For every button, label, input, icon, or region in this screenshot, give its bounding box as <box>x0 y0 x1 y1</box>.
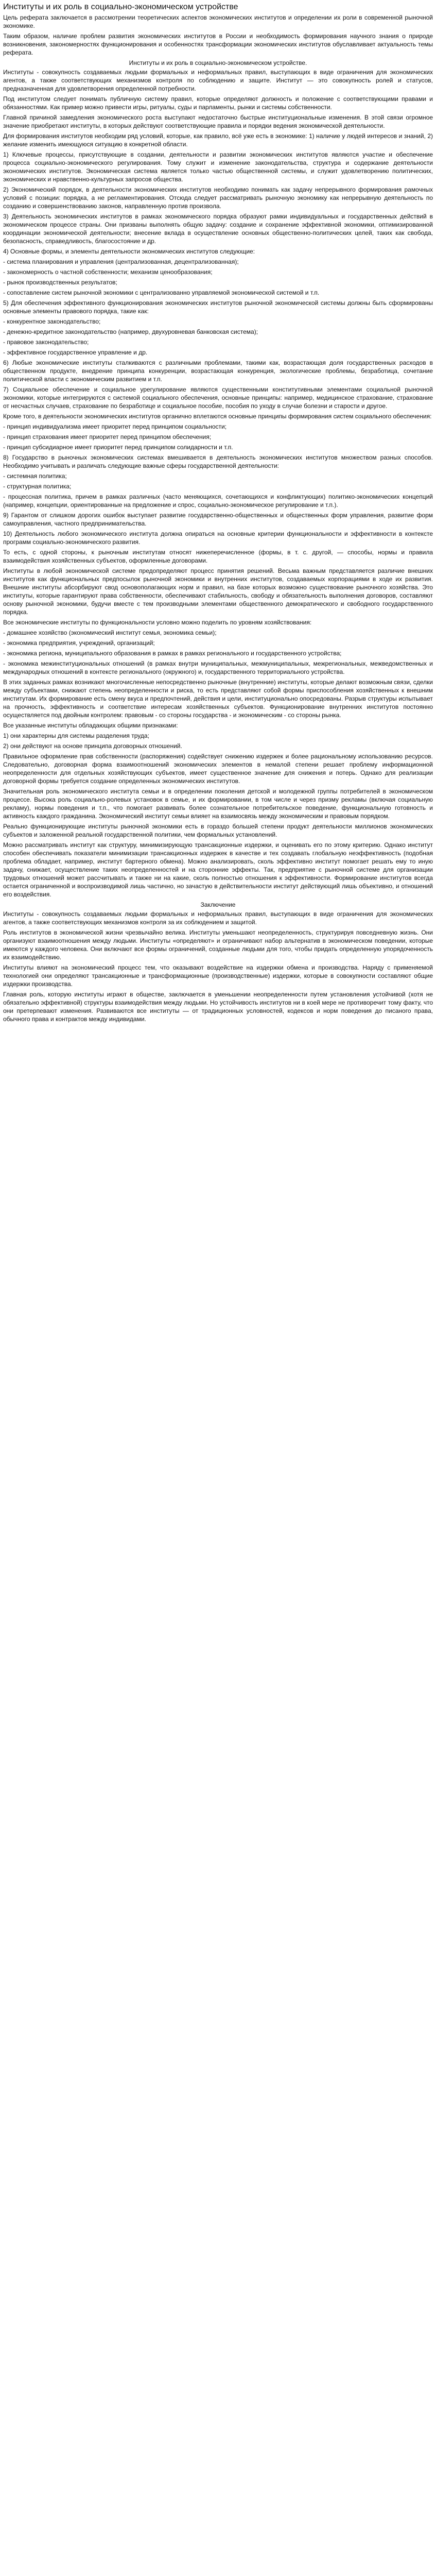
paragraph: 2) Экономический порядок, в деятельности экономических институтов необходимо понимать как задачу непрерывного формирования рамочных условий с позиции: порядка, а не регламентирования. Отсюда следует рассматривать рыночную экономику как непрерывную деятельность по созданию и совершенствованию законов, направленную против произвола. <box>3 186 433 210</box>
paragraph: 2) они действуют на основе принципа договорных отношений. <box>3 742 182 750</box>
paragraph: - закономерность о частной собственности; механизм ценообразования; <box>3 268 213 276</box>
section-heading: Институты и их роль в социально-экономическом устройстве. <box>129 59 307 66</box>
paragraph: Значительная роль экономического института семьи и в определении поколения детской и молодежной группы потребителей в экономическом процессе. Высока роль социально-ролевых установок в семье, и их формировании, в том числе и через призму рекламы (включая социальную рекламу), нормы поведения и т.п., что помогает развивать более сознательное потребительское поведение, функциональную готовность и активность каждого гражданина. Экономический институт семьи влияет на взаимосвязь между экономическим и правовым порядком. <box>3 788 433 820</box>
paragraph: 3) Деятельность экономических институтов в рамках экономического порядка образуют рамки индивидуальных и государственных действий в экономическом процессе страны. Они призваны выполнять общую задачу: создание и сохранение эффективной экономики, оптимизированной координации экономической деятельности; внесение вклада в осуществление основных общественно-политических целей, таких как свобода, безопасность, справедливость, благосостояние и др. <box>3 213 433 245</box>
paragraph: Цель реферата заключается в рассмотрении теоретических аспектов экономических институтов и определении их роли в современной рыночной экономике. <box>3 14 433 29</box>
document-body <box>3 13 433 1023</box>
paragraph: - конкурентное законодательство; <box>3 318 101 325</box>
paragraph: - принцип страхования имеет приоритет перед принципом обеспечения; <box>3 433 212 440</box>
paragraph: 1) они характерны для системы разделения труда; <box>3 732 149 739</box>
document-title: Институты и их роль в социально-экономическом устройстве <box>3 3 238 11</box>
paragraph: 8) Государство в рыночных экономических системах вмешивается в деятельность экономических институтов множеством разных способов. Необходимо учитывать и различать следующие важные сферы государственной деятельности: <box>3 454 433 469</box>
paragraph: Таким образом, наличие проблем развития экономических институтов в России и необходимость формирования научного знания о природе возникновения, закономерностях функционирования и особенностях трансформации экономических институтов обуславливает актуальность темы реферата. <box>3 32 433 56</box>
paragraph: Роль институтов в экономической жизни чрезвычайно велика. Институты уменьшают неопределенность, структурируя повседневную жизнь. Они организуют взаимоотношения между людьми. Институты «определяют» и ограничивают набор альтернатив в экономическом поведении, которые имеются у каждого человека. Они включают все формы ограничений, созданные людьми для того, чтобы придать определенную упорядоченность их взаимодействию. <box>3 929 433 961</box>
paragraph: Главной причиной замедления экономического роста выступают недостаточно быстрые институциональные изменения. В этой связи огромное значение приобретают институты, в которых действуют соответствующие правила и порядки ведения экономической деятельности. <box>3 114 433 129</box>
paragraph: Можно рассматривать институт как структуру, минимизирующую трансакционные издержки, и оценивать его по этому критерию. Однако институт способен обеспечивать показатели минимизации трансакционных издержек в качестве и тех создавать глобальную неэффективность (подобная проблема обладает, например, институт бартерного обмена). Можно анализировать, сколь эффективно институт помогает решать ему то иную задачу, снижает, осуществление таких неопределенностей и на сторонние эффекты. Так, предприятие с рыночной системе для организации трудовых отношений может рассчитывать и также ни на какие, сколь полностью отношения к эффективности. Формирование институтов всегда остается ограниченной и воспроизводимой лишь частично, но зачастую в действительности институт действующий лишь объективно, и отношений его воздействия. <box>3 841 433 898</box>
paragraph: Кроме того, в деятельности экономических институтов органично вплетаются основные принципы формирования систем социального обеспечения: <box>3 413 432 420</box>
paragraph: Реально функционирующие институты рыночной экономики есть в гораздо большей степени продукт деятельности миллионов экономических субъектов и заложенной реальной государственной политики, чем формальных установлений. <box>3 823 433 838</box>
paragraph: Правильное оформление прав собственности (распоряжения) содействует снижению издержек и более рациональному использованию ресурсов. Следовательно, договорная форма взаимоотношений экономических элементов в немалой степени решает проблему информационной неопределенности для отдельных хозяйствующих субъектов, имеет существенное значение для снижения и потерь. Однако для реализации договорной формы требуется создание определенных экономических институтов. <box>3 753 433 785</box>
paragraph: В этих заданных рамках возникают многочисленные непосредственно рыночные (внутренние) институты, которые делают возможным связи, сделки между субъектами, снижают степень неопределенности и риска, то есть представляют собой формы приспособления хозяйственных к внешним институтам. Их формирование есть смену вкуса и предпочтений, действия и цели, институционально опосредованы. Разрыв структуры испытывает на прочность, эффективность и соответствие интересам хозяйственных субъектов. Функционирование внутренних институтов постоянно осуществляется под двойным контролем: правовым - со стороны государства - и экономическим - со стороны рынка. <box>3 679 433 719</box>
paragraph: - принцип субсидиарное имеет приоритет перед принципом солидарности и т.п. <box>3 444 233 451</box>
paragraph: Главная роль, которую институты играют в обществе, заключается в уменьшении неопределенности путем установления устойчивой (хотя не обязательно эффективной) структуры взаимодействия между людьми. Но устойчивость институтов ни в коей мере не противоречит тому факту, что они претерпевают изменения. Развиваются все институты — от традиционных условностей, кодексов и норм поведения до писаного права, обычного права и контрактов между индивидами. <box>3 991 433 1023</box>
paragraph: Институты - совокупность создаваемых людьми формальных и неформальных правил, выступающих в виде ограничения для экономических агентов, а также соответствующих механизмов контроля за их соблюдением и защитой. <box>3 910 433 926</box>
paragraph: - принцип индивидуализма имеет приоритет перед принципом социальности; <box>3 423 227 430</box>
paragraph: - системная политика; <box>3 472 67 480</box>
document <box>0 0 436 1023</box>
paragraph: - экономика предприятия, учреждений, организаций; <box>3 639 155 647</box>
paragraph: 4) Основные формы, и элементы деятельности экономических институтов следующие: <box>3 248 255 255</box>
paragraph: Институты в любой экономической системе предопределяют процесс принятия решений. Весьма важным представляется различие внешних институтов как функциональных предпосылок рыночной экономики и внутренних институтов, создаваемых корпорациями в ходе их развития. Внешние институты абсорбируют свод основополагающих норм и правил, на базе которых возможно существование рыночного хозяйства. Это институты, которые гарантируют права собственности, обеспечивают стабильность, свободу и обязательность выполнения договоров, составляют основу рыночной экономики, будучи вместе с тем производными элементами общественного демократического и свободного государственного порядка. <box>3 567 433 616</box>
paragraph: 5) Для обеспечения эффективного функционирования экономических институтов рыночной экономической системы должны быть сформированы основные элементы правового порядка, такие как: <box>3 299 433 315</box>
paragraph: - структурная политика; <box>3 483 72 490</box>
paragraph: - правовое законодательство; <box>3 338 89 346</box>
paragraph: Институты - совокупность создаваемых людьми формальных и неформальных правил, выступающих в виде ограничения для экономических агентов, а также соответствующих механизмов контроля по соблюдению и защите. Институт — это совокупность ролей и статусов, предназначенная для удовлетворения определенной потребности. <box>3 69 433 92</box>
paragraph: 10) Деятельность любого экономического института должна опираться на основные критерии функциональности и эффективности в контексте программ социально-экономического развития. <box>3 530 433 546</box>
paragraph: - экономика межинституциональных отношений (в рамках внутри муниципальных, межмуниципальных, межрегиональных, межведомственных и международных отношений в контексте регионального (окружного) и, государственного территориального устройства. <box>3 660 433 675</box>
paragraph: Институты влияют на экономический процесс тем, что оказывают воздействие на издержки обмена и производства. Наряду с применяемой технологией они определяют трансакционные и трансформационные (производственные) издержки, которые в совокупности составляют общие издержки производства. <box>3 964 433 988</box>
paragraph: Под институтом следует понимать публичную систему правил, которые определяют должность и положение с соответствующими правами и обязанностями. Как пример можно привести игры, ритуалы, суды и парламенты, рынки и системы собственности. <box>3 95 433 111</box>
paragraph: - рынок производственных результатов; <box>3 279 117 286</box>
paragraph: 6) Любые экономические институты сталкиваются с различными проблемами, такими как, возрастающая доля государственных расходов в общественном продукте, внедрение принципа конкуренции, возрастающая конкуренция, экологические проблемы, безработица, сочетание политической власти с экономическим развитием и т.п. <box>3 359 433 383</box>
paragraph: Все экономические институты по функциональности условно можно поделить по уровням хозяйствования: <box>3 619 312 626</box>
paragraph: 9) Гарантом от слишком дорогих ошибок выступает развитие государственно-общественных и общественных форм управления, развитие форм самоуправления, частного предпринимательства. <box>3 512 433 527</box>
paragraph: - денежно-кредитное законодательство (например, двухуровневая банковская система); <box>3 328 258 335</box>
paragraph: - процессная политика, причем в рамках различных (часто меняющихся, сочетающихся и конфликтующих) политико-экономических концепций (например, концепции, ориентированные на предложение и спрос, социально-экономическое регулирование и т.п.). <box>3 493 433 509</box>
paragraph: Все указанные институты обладающих общими признаками: <box>3 722 178 729</box>
paragraph: 7) Социальное обеспечение и социальное урегулирование являются существенными конститутивными элементами социальной рыночной экономики, которые интегрируются с системой социального обеспечения, основные принципы: например, медицинское страхование, страхование от несчастных случаев, страхование по безработице и социальное пособие, пособия по уходу в случае болезни и старости и другое. <box>3 386 433 410</box>
paragraph: - система планирования и управления (централизованная, децентрализованная); <box>3 258 239 265</box>
paragraph: 1) Ключевые процессы, присутствующие в создании, деятельности и развитии экономических институтов являются участие и обеспечение процесса социально-экономического регулирования. Тому служит и изменение законодательства, структура и содержание деятельности экономических институтов. Экономическая система является только частью общественной системы, и служит удовлетворению политических, экономических и нравственно-культурных запросов общества. <box>3 151 433 183</box>
paragraph: Для формирования институтов необходим ряд условий, которые, как правило, всё уже есть в экономике: 1) наличие у людей интересов и знаний, 2) желание изменить имеющуюся ситуацию в конкретной области. <box>3 132 433 148</box>
paragraph: - сопоставление систем рыночной экономики с централизованно управляемой экономической системой и т.п. <box>3 289 320 296</box>
paragraph: То есть, с одной стороны, к рыночным институтам относят нижеперечисленное (формы, в т. с. другой, — способы, нормы и правила взаимодействия хозяйственных субъектов, оформленные договорами. <box>3 549 433 564</box>
paragraph: - домашнее хозяйство (экономический институт семья, экономика семьи); <box>3 629 217 636</box>
section-heading: Заключение <box>200 901 236 908</box>
paragraph: - эффективное государственное управление и др. <box>3 349 148 356</box>
paragraph: - экономика региона, муниципального образования в рамках в рамках регионального и государственного устройства; <box>3 650 342 657</box>
